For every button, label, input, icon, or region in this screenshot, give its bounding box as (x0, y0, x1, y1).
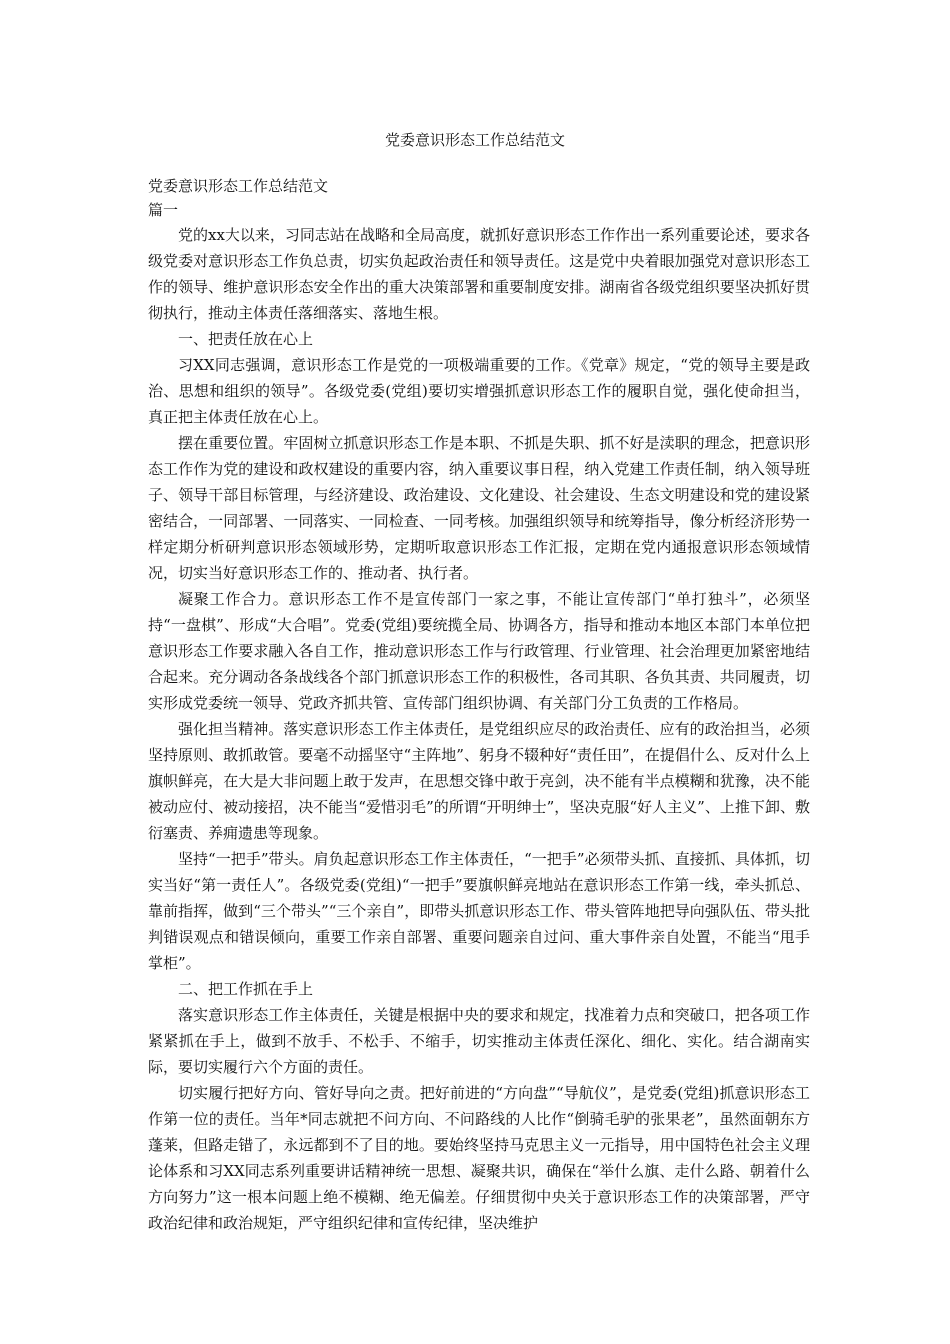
paragraph: 坚持“一把手”带头。肩负起意识形态工作主体责任，“一把手”必须带头抓、直接抓、具体抓，切实当好“第一责任人”。各级党委(党组)“一把手”要旗帜鲜亮地站在意识形态工作第一线，牵头抓总、靠前指挥，做到“三个带头”“三个亲自”，即带头抓意识形态工作、带头管阵地把导向强队伍、带头批判错误观点和错误倾向，重要工作亲自部署、重要问题亲自过问、重大事件亲自处置，不能当“甩手掌柜”。 (148, 850, 810, 972)
paragraph: 凝聚工作合力。意识形态工作不是宣传部门一家之事，不能让宣传部门“单打独斗”，必须坚持“一盘棋”、形成“大合唱”。党委(党组)要统揽全局、协调各方，指导和推动本地区本部门本单位把意识形态工作要求融入各自工作，推动意识形态工作与行政管理、行业管理、社会治理更加紧密地结合起来。充分调动各条战线各个部门抓意识形态工作的积极性，各司其职、各负其责、共同履责，切实形成党委统一领导、党政齐抓共管、宣传部门组织协调、有关部门分工负责的工作格局。 (148, 590, 810, 712)
document-subtitle: 党委意识形态工作总结范文 (148, 177, 329, 195)
section-label: 篇一 (148, 201, 179, 219)
paragraph-intro: 党的xx大以来，习同志站在战略和全局高度，就抓好意识形态工作作出一系列重要论述，要求各级党委对意识形态工作负总责，切实负起政治责任和领导责任。这是党中央着眼加强党对意识形态工作的领导、维护意识形态安全作出的重大决策部署和重要制度安排。湖南省各级党组织要坚决抓好贯彻执行，推动主体责任落细落实、落地生根。 (148, 226, 810, 322)
section-heading-1: 一、把责任放在心上 (178, 330, 314, 348)
paragraph: 切实履行把好方向、管好导向之责。把好前进的“方向盘”“导航仪”，是党委(党组)抓意识形态工作第一位的责任。当年*同志就把不问方向、不问路线的人比作“倒骑毛驴的张果老”，虽然面朝东方蓬莱，但路走错了，永远都到不了目的地。要始终坚持马克思主义一元指导，用中国特色社会主义理论体系和习XX同志系列重要讲话精神统一思想、凝聚共识，确保在“举什么旗、走什么路、朝着什么方向努力”这一根本问题上绝不模糊、绝无偏差。仔细贯彻中央关于意识形态工作的决策部署，严守政治纪律和政治规矩，严守组织纪律和宣传纪律，坚决维护 (148, 1084, 810, 1232)
section-heading-2: 二、把工作抓在手上 (178, 980, 314, 998)
paragraph: 强化担当精神。落实意识形态工作主体责任，是党组织应尽的政治责任、应有的政治担当，必须坚持原则、敢抓敢管。要毫不动摇坚守“主阵地”、躬身不辍种好“责任田”，在提倡什么、反对什么上旗帜鲜亮，在大是大非问题上敢于发声，在思想交锋中敢于亮剑，决不能有半点模糊和犹豫，决不能被动应付、被动接招，决不能当“爱惜羽毛”的所谓“开明绅士”，坚决克服“好人主义”、上推下卸、敷衍塞责、养痈遗患等现象。 (148, 720, 810, 842)
paragraph: 落实意识形态工作主体责任，关键是根据中央的要求和规定，找准着力点和突破口，把各项工作紧紧抓在手上，做到不放手、不松手、不缩手，切实推动主体责任深化、细化、实化。结合湖南实际，要切实履行六个方面的责任。 (148, 1006, 810, 1076)
paragraph: 习XX同志强调，意识形态工作是党的一项极端重要的工作。《党章》规定，“党的领导主要是政治、思想和组织的领导”。各级党委(党组)要切实增强抓意识形态工作的履职自觉，强化使命担当，真正把主体责任放在心上。 (148, 356, 810, 426)
document-body (148, 174, 810, 1236)
paragraph: 摆在重要位置。牢固树立抓意识形态工作是本职、不抓是失职、抓不好是渎职的理念，把意识形态工作作为党的建设和政权建设的重要内容，纳入重要议事日程，纳入党建工作责任制，纳入领导班子、领导干部目标管理，与经济建设、政治建设、文化建设、社会建设、生态文明建设和党的建设紧密结合，一同部署、一同落实、一同检查、一同考核。加强组织领导和统筹指导，像分析经济形势一样定期分析研判意识形态领域形势，定期听取意识形态工作汇报，定期在党内通报意识形态领域情况，切实当好意识形态工作的、推动者、执行者。 (148, 434, 810, 582)
document-title: 党委意识形态工作总结范文 (384, 131, 565, 149)
